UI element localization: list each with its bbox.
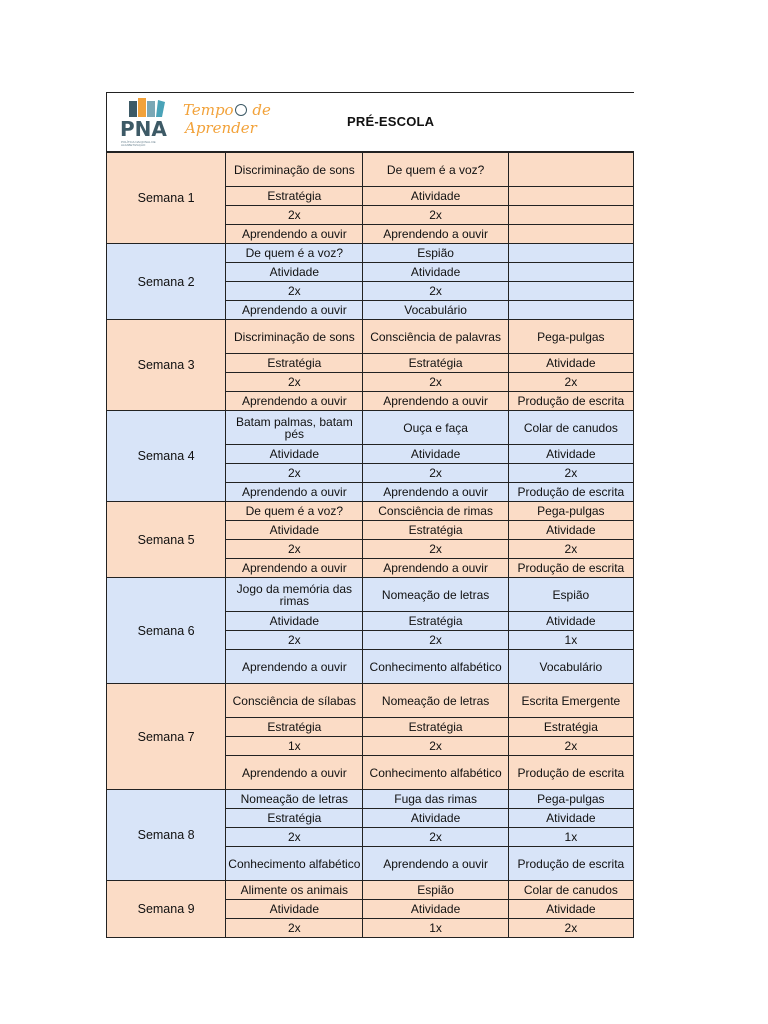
- table-cell: 2x: [508, 373, 633, 392]
- table-cell: Atividade: [508, 445, 633, 464]
- table-cell: Pega-pulgas: [508, 790, 633, 809]
- table-cell: Conhecimento alfabético: [363, 756, 508, 790]
- table-cell: 2x: [226, 373, 363, 392]
- table-cell: 2x: [226, 919, 363, 938]
- table-cell: 2x: [508, 540, 633, 559]
- table-cell: Atividade: [226, 900, 363, 919]
- schedule-table: [106, 152, 634, 938]
- clock-icon: [235, 104, 247, 116]
- table-cell: Atividade: [363, 445, 508, 464]
- table-cell: Atividade: [226, 612, 363, 631]
- table-cell: Produção de escrita: [508, 756, 633, 790]
- table-cell: Aprendendo a ouvir: [363, 847, 508, 881]
- table-cell: Conhecimento alfabético: [226, 847, 363, 881]
- table-cell: [508, 225, 633, 244]
- table-cell: 1x: [508, 828, 633, 847]
- table-cell: Consciência de rimas: [363, 502, 508, 521]
- table-cell: Batam palmas, batam pés: [226, 411, 363, 445]
- table-cell: 1x: [226, 737, 363, 756]
- table-cell: 2x: [508, 737, 633, 756]
- table-cell: Estratégia: [363, 612, 508, 631]
- week-label: Semana 4: [107, 411, 226, 502]
- table-cell: Estratégia: [363, 354, 508, 373]
- table-cell: [508, 244, 633, 263]
- week-label: Semana 7: [107, 684, 226, 790]
- pna-logo-subtitle: POLÍTICA NACIONAL DE ALFABETIZAÇÃO: [121, 140, 156, 147]
- table-cell: Aprendendo a ouvir: [363, 483, 508, 502]
- table-cell: Atividade: [363, 900, 508, 919]
- table-cell: Conhecimento alfabético: [363, 650, 508, 684]
- table-cell: Estratégia: [226, 187, 363, 206]
- table-cell: Atividade: [508, 521, 633, 540]
- table-cell: Aprendendo a ouvir: [226, 225, 363, 244]
- table-row: [107, 502, 634, 521]
- table-cell: Colar de canudos: [508, 881, 633, 900]
- table-cell: [508, 206, 633, 225]
- table-cell: Aprendendo a ouvir: [363, 392, 508, 411]
- week-label: Semana 3: [107, 320, 226, 411]
- table-row: [107, 153, 634, 187]
- table-cell: 2x: [363, 631, 508, 650]
- table-cell: Discriminação de sons: [226, 153, 363, 187]
- table-cell: [508, 282, 633, 301]
- week-label: Semana 6: [107, 578, 226, 684]
- table-cell: Aprendendo a ouvir: [226, 392, 363, 411]
- table-cell: Espião: [363, 244, 508, 263]
- table-cell: Ouça e faça: [363, 411, 508, 445]
- table-cell: Colar de canudos: [508, 411, 633, 445]
- table-cell: Estratégia: [226, 718, 363, 737]
- table-cell: Espião: [363, 881, 508, 900]
- table-cell: 2x: [226, 540, 363, 559]
- table-cell: De quem é a voz?: [363, 153, 508, 187]
- table-cell: 1x: [363, 919, 508, 938]
- table-cell: Atividade: [508, 612, 633, 631]
- table-cell: 2x: [363, 282, 508, 301]
- page-title: PRÉ-ESCOLA: [347, 114, 435, 129]
- table-cell: Vocabulário: [363, 301, 508, 320]
- table-cell: 2x: [226, 464, 363, 483]
- table-cell: Aprendendo a ouvir: [363, 225, 508, 244]
- table-cell: Fuga das rimas: [363, 790, 508, 809]
- table-cell: Consciência de palavras: [363, 320, 508, 354]
- books-icon: [127, 97, 167, 119]
- table-cell: [508, 187, 633, 206]
- table-row: [107, 244, 634, 263]
- table-cell: 2x: [363, 540, 508, 559]
- table-cell: Atividade: [363, 809, 508, 828]
- tempo-logo-aprender: Aprender: [185, 119, 257, 137]
- table-cell: 2x: [363, 828, 508, 847]
- table-cell: Aprendendo a ouvir: [363, 559, 508, 578]
- table-cell: Estratégia: [226, 354, 363, 373]
- table-cell: [508, 153, 633, 187]
- table-cell: Atividade: [226, 445, 363, 464]
- table-cell: Nomeação de letras: [363, 684, 508, 718]
- table-cell: 2x: [226, 282, 363, 301]
- pna-logo-text: PNA: [120, 117, 167, 141]
- table-cell: Atividade: [363, 263, 508, 282]
- table-cell: Produção de escrita: [508, 847, 633, 881]
- table-cell: 1x: [508, 631, 633, 650]
- table-cell: Consciência de sílabas: [226, 684, 363, 718]
- week-label: Semana 2: [107, 244, 226, 320]
- table-cell: Jogo da memória das rimas: [226, 578, 363, 612]
- table-row: [107, 320, 634, 354]
- table-cell: Atividade: [508, 900, 633, 919]
- table-cell: Aprendendo a ouvir: [226, 483, 363, 502]
- table-cell: Espião: [508, 578, 633, 612]
- table-cell: Atividade: [508, 354, 633, 373]
- table-cell: Estratégia: [363, 521, 508, 540]
- table-cell: 2x: [226, 206, 363, 225]
- schedule-sheet: [106, 92, 634, 938]
- tempo-logo-word: Tempo: [183, 101, 234, 119]
- table-cell: De quem é a voz?: [226, 244, 363, 263]
- week-label: Semana 1: [107, 153, 226, 244]
- table-cell: Aprendendo a ouvir: [226, 301, 363, 320]
- table-cell: Nomeação de letras: [363, 578, 508, 612]
- week-label: Semana 5: [107, 502, 226, 578]
- tempo-de-aprender-logo: [183, 101, 273, 145]
- table-cell: Aprendendo a ouvir: [226, 650, 363, 684]
- table-cell: 2x: [363, 373, 508, 392]
- table-row: [107, 578, 634, 612]
- table-cell: Nomeação de letras: [226, 790, 363, 809]
- table-cell: Pega-pulgas: [508, 320, 633, 354]
- sheet-header: [106, 92, 634, 152]
- table-cell: 2x: [226, 828, 363, 847]
- table-cell: 2x: [226, 631, 363, 650]
- table-cell: 2x: [363, 737, 508, 756]
- week-label: Semana 8: [107, 790, 226, 881]
- table-cell: Aprendendo a ouvir: [226, 756, 363, 790]
- pna-logo: [117, 97, 175, 147]
- table-cell: Alimente os animais: [226, 881, 363, 900]
- table-cell: Vocabulário: [508, 650, 633, 684]
- table-cell: 2x: [363, 206, 508, 225]
- table-cell: Atividade: [508, 809, 633, 828]
- table-cell: De quem é a voz?: [226, 502, 363, 521]
- table-cell: Estratégia: [508, 718, 633, 737]
- table-cell: Discriminação de sons: [226, 320, 363, 354]
- table-cell: [508, 301, 633, 320]
- table-cell: Produção de escrita: [508, 392, 633, 411]
- table-cell: Pega-pulgas: [508, 502, 633, 521]
- table-cell: 2x: [508, 919, 633, 938]
- table-cell: Estratégia: [363, 718, 508, 737]
- table-row: [107, 790, 634, 809]
- table-cell: Atividade: [226, 521, 363, 540]
- table-cell: Produção de escrita: [508, 483, 633, 502]
- table-cell: [508, 263, 633, 282]
- week-label: Semana 9: [107, 881, 226, 938]
- table-cell: Estratégia: [226, 809, 363, 828]
- table-cell: Escrita Emergente: [508, 684, 633, 718]
- table-cell: Atividade: [363, 187, 508, 206]
- table-cell: 2x: [508, 464, 633, 483]
- table-cell: Produção de escrita: [508, 559, 633, 578]
- table-row: [107, 881, 634, 900]
- table-row: [107, 411, 634, 445]
- table-cell: 2x: [363, 464, 508, 483]
- table-cell: Atividade: [226, 263, 363, 282]
- tempo-logo-de: de: [252, 101, 271, 119]
- table-cell: Aprendendo a ouvir: [226, 559, 363, 578]
- table-row: [107, 684, 634, 718]
